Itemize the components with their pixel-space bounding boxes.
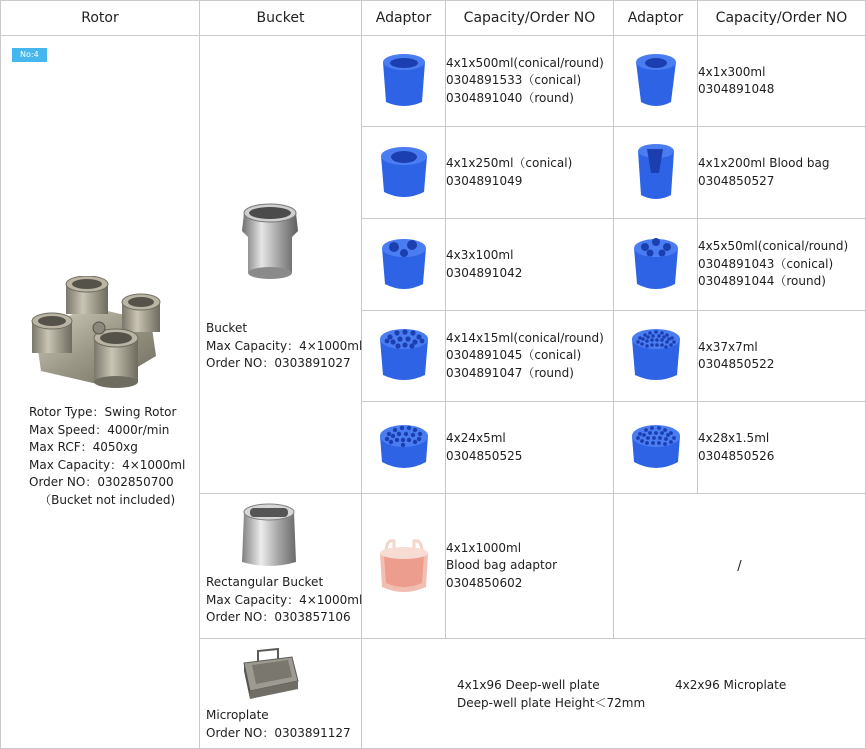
capacity-cell xyxy=(446,494,614,639)
order-line: 0304850525 xyxy=(446,448,523,463)
bucket-specs xyxy=(206,320,362,373)
rotor-cell xyxy=(1,36,200,749)
swing-rotor-image xyxy=(26,276,166,396)
rotor-max-capacity: Max Capacity：4×1000ml xyxy=(29,457,186,472)
capacity-line: 4x1x1000ml xyxy=(446,540,522,555)
adaptor-14x15ml-icon xyxy=(378,327,430,385)
order-line: 0304891040（round) xyxy=(446,90,574,105)
model-badge: No:4 xyxy=(12,48,47,62)
adaptor-cell xyxy=(614,219,698,311)
capacity-line: 4x5x50ml(conical/round) xyxy=(698,239,849,254)
order-line: 0304850526 xyxy=(698,448,775,463)
bucket-cell xyxy=(200,36,362,494)
adaptor-cell xyxy=(362,219,446,311)
capacity-cell xyxy=(446,311,614,402)
capacity-line: 4x1x200ml Blood bag xyxy=(698,156,830,170)
rect-bucket-capacity: Max Capacity：4×1000ml xyxy=(206,592,363,607)
order-line: 0304891533（conical) xyxy=(446,73,582,88)
microplate-order-no: Order NO：0303891127 xyxy=(206,725,351,740)
adaptor-5x50ml-icon xyxy=(631,236,681,294)
bucket-name: Bucket xyxy=(206,321,248,335)
rect-bucket-name: Rectangular Bucket xyxy=(206,575,324,589)
microplate-capacity xyxy=(675,677,786,695)
rotor-type: Rotor Type：Swing Rotor xyxy=(29,405,177,419)
header-adaptor: Adaptor xyxy=(362,1,446,36)
microplate-carrier-image xyxy=(238,647,302,703)
capacity-cell xyxy=(446,127,614,219)
microplate-bucket-cell xyxy=(200,639,362,749)
adaptor-500ml-icon xyxy=(379,52,429,110)
header-adaptor-2: Adaptor xyxy=(614,1,698,36)
header-row xyxy=(1,1,866,36)
capacity-cell xyxy=(698,219,866,311)
capacity-line: 4x3x100ml xyxy=(446,248,514,262)
header-capacity-2: Capacity/Order NO xyxy=(698,1,866,36)
adaptor-cell xyxy=(362,36,446,127)
bucket-capacity: Max Capacity：4×1000ml xyxy=(206,338,363,353)
rotor-max-rcf: Max RCF：4050xg xyxy=(29,440,138,454)
order-line: 0304850527 xyxy=(698,173,775,188)
height-limit-line: Deep-well plate Height＜72mm xyxy=(457,695,646,710)
rotor-cup xyxy=(66,276,108,314)
blood-bag-adaptor-icon xyxy=(376,535,432,597)
rotor-note: （Bucket not included) xyxy=(39,492,176,507)
adaptor-cell xyxy=(362,402,446,494)
adaptor-cell xyxy=(362,311,446,402)
capacity-line: 4x1x96 Deep-well plate xyxy=(457,678,600,692)
order-line: 0304891049 xyxy=(446,173,523,188)
capacity-line: 4x14x15ml(conical/round) xyxy=(446,330,604,345)
capacity-line: 4x1x250ml（conical) xyxy=(446,156,573,170)
capacity-cell xyxy=(698,311,866,402)
order-line: 0304891048 xyxy=(698,82,775,96)
capacity-cell xyxy=(698,127,866,219)
adaptor-cell xyxy=(614,402,698,494)
capacity-cell xyxy=(446,219,614,311)
rect-bucket-specs xyxy=(206,574,362,627)
table-row xyxy=(1,36,866,127)
adaptor-cell xyxy=(362,127,446,219)
capacity-cell xyxy=(446,36,614,127)
order-line: 0304891044（round) xyxy=(698,274,826,289)
header-rotor: Rotor xyxy=(1,1,200,36)
adaptor-blood-bag-icon xyxy=(633,143,679,203)
not-applicable-cell: / xyxy=(614,494,866,639)
capacity-line: 4x24x5ml xyxy=(446,431,506,445)
adaptor-300ml-icon xyxy=(631,52,681,110)
capacity-cell xyxy=(446,402,614,494)
capacity-line: 4x28x1.5ml xyxy=(698,431,770,445)
capacity-line: 4x1x500ml(conical/round) xyxy=(446,55,604,70)
capacity-line: 4x37x7ml xyxy=(698,339,758,354)
adaptor-cell xyxy=(614,311,698,402)
adaptor-37x7ml-icon xyxy=(630,327,682,385)
adaptor-3x100ml-icon xyxy=(379,236,429,294)
deep-well-capacity xyxy=(457,677,645,712)
adaptor-cell xyxy=(362,494,446,639)
order-line: 0304850522 xyxy=(698,357,775,371)
round-bucket-image xyxy=(238,201,302,281)
capacity-cell xyxy=(698,36,866,127)
rotor-max-speed: Max Speed：4000r/min xyxy=(29,422,170,437)
microplate-name: Microplate xyxy=(206,708,269,722)
order-line: 0304891047（round) xyxy=(446,365,574,380)
adaptor-cell xyxy=(614,127,698,219)
order-line: 0304891043（conical) xyxy=(698,256,834,271)
capacity-cell xyxy=(698,402,866,494)
rotor-specs xyxy=(29,404,185,509)
adaptor-28x1.5ml-icon xyxy=(630,422,682,474)
header-bucket: Bucket xyxy=(200,1,362,36)
rect-bucket-order-no: Order NO：0303857106 xyxy=(206,610,351,624)
microplate-specs xyxy=(206,707,351,742)
adaptor-cell xyxy=(614,36,698,127)
rotor-order-no: Order NO：0302850700 xyxy=(29,475,174,489)
adaptor-250ml-icon xyxy=(378,144,430,202)
rectangular-bucket-image xyxy=(238,502,300,572)
rect-bucket-cell xyxy=(200,494,362,639)
capacity-line: 4x1x300ml xyxy=(698,64,766,79)
bucket-order-no: Order NO：0303891027 xyxy=(206,356,351,370)
capacity-line: 4x2x96 Microplate xyxy=(675,678,787,692)
microplate-capacity-cell xyxy=(362,639,866,749)
adaptor-name-line: Blood bag adaptor xyxy=(446,558,558,573)
order-line: 0304891045（conical) xyxy=(446,348,582,363)
header-capacity: Capacity/Order NO xyxy=(446,1,614,36)
order-line: 0304850602 xyxy=(446,575,523,590)
adaptor-24x5ml-icon xyxy=(378,422,430,474)
order-line: 0304891042 xyxy=(446,265,523,280)
